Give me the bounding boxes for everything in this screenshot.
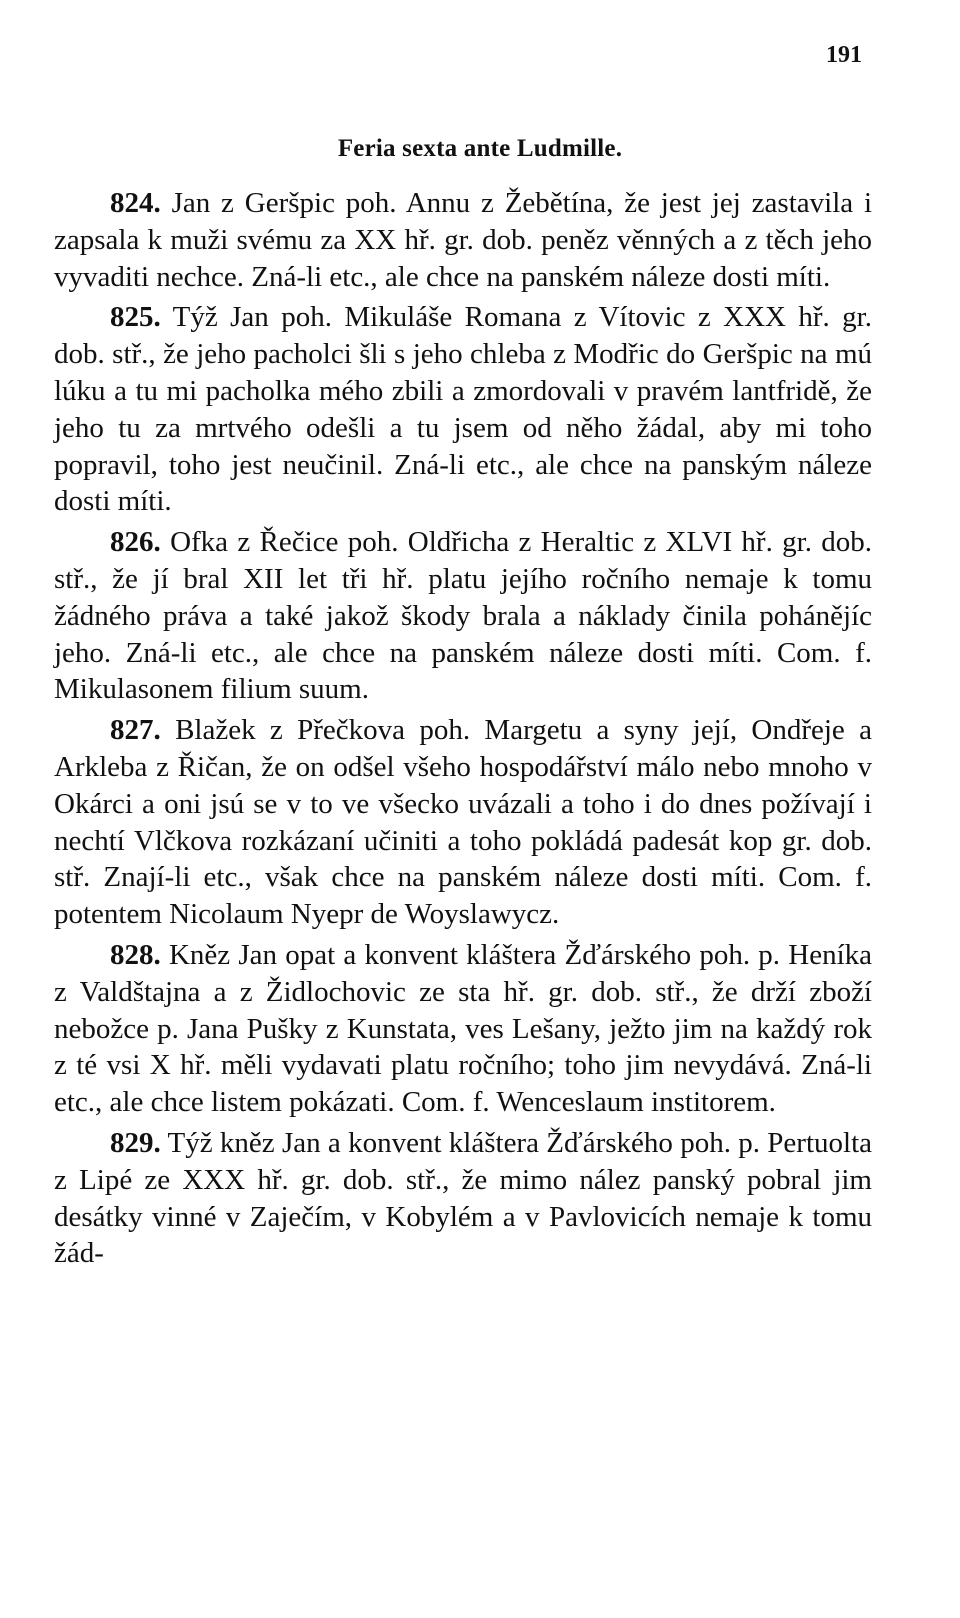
entry-827 [54, 712, 872, 933]
entry-number: 825. [110, 301, 161, 334]
entry-number: 827. [110, 714, 161, 747]
entry-number: 826. [110, 526, 161, 559]
entry-number: 829. [110, 1126, 161, 1159]
entry-number: 824. [110, 187, 161, 219]
entry-text: Týž Jan poh. Mikuláše Romana z Vítovic z XXX hř. gr. dob. stř., že jeho pacholci šli s jeho chleba z Modřic do Geršpic na mú lúku a tu mi pacholka mého zbili a zmordovali v pravém lantfridě, že jeho tu za mrtvého odešli a tu jsem od něho žádal, aby mi toho popravil, toho jest neučinil. Zná-li etc., ale chce na panským náleze dosti míti. [54, 301, 872, 518]
section-heading: Feria sexta ante Ludmille. [337, 135, 623, 162]
entry-825 [54, 299, 872, 520]
entry-829 [54, 1125, 872, 1272]
entry-828 [54, 937, 872, 1121]
entry-text: Jan z Geršpic poh. Annu z Žebětína, že jest jej zastavila i zapsala k muži svému za XX hř. gr. dob. peněz věnných a z těch jeho vyvaditi nechce. Zná-li etc., ale chce na panském náleze dosti míti. [54, 187, 873, 293]
entry-text: Ofka z Řečice poh. Oldřicha z Heraltic z XLVI hř. gr. dob. stř., že jí bral XII let tři hř. platu jejího ročního nemaje k tomu žádného práva a také jakož škody brala a náklady činila pohánějíc jeho. Zná-li etc., ale chce na panském náleze dosti míti. Com. f. Mikulasonem filium suum. [54, 526, 872, 706]
entry-text: Kněz Jan opat a konvent kláštera Žďárského poh. p. Heníka z Valdštajna a z Židlochovic ze sta hř. gr. dob. stř., že drží zboží nebožce p. Jana Pušky z Kunstata, ves Lešany, ježto jim na každý rok z té vsi X hř. měli vydavati platu ročního; toho jim nevydává. Zná-li etc., ale chce listem pokázati. Com. f. Wenceslaum institorem. [54, 938, 873, 1119]
entry-824 [54, 185, 872, 295]
entry-text: Blažek z Přečkova poh. Margetu a syny její, Ondřeje a Arkleba z Řičan, že on odšel všeho hospodářství málo nebo mnoho v Okárci a oni jsú se v to ve všecko uvázali a toho i do dnes požívají i nechtí Vlčkova rozkázaní učiniti a toho pokládá padesát kop gr. dob. stř. Znají-li etc., však chce na panském náleze dosti míti. Com. f. potentem Nicolaum Nyepr de Woyslawycz. [54, 714, 872, 931]
entry-826 [54, 524, 872, 708]
entry-text: Týž kněz Jan a konvent kláštera Žďárského poh. p. Pertuolta z Lipé ze XXX hř. gr. dob. stř., že mimo nález panský pobral jim desátky vinné v Zaječím, v Kobylém a v Pavlovicích nemaje k tomu žád- [54, 1126, 872, 1270]
entry-number: 828. [110, 938, 161, 971]
entries-body [54, 185, 872, 1276]
page-number: 191 [826, 42, 862, 68]
